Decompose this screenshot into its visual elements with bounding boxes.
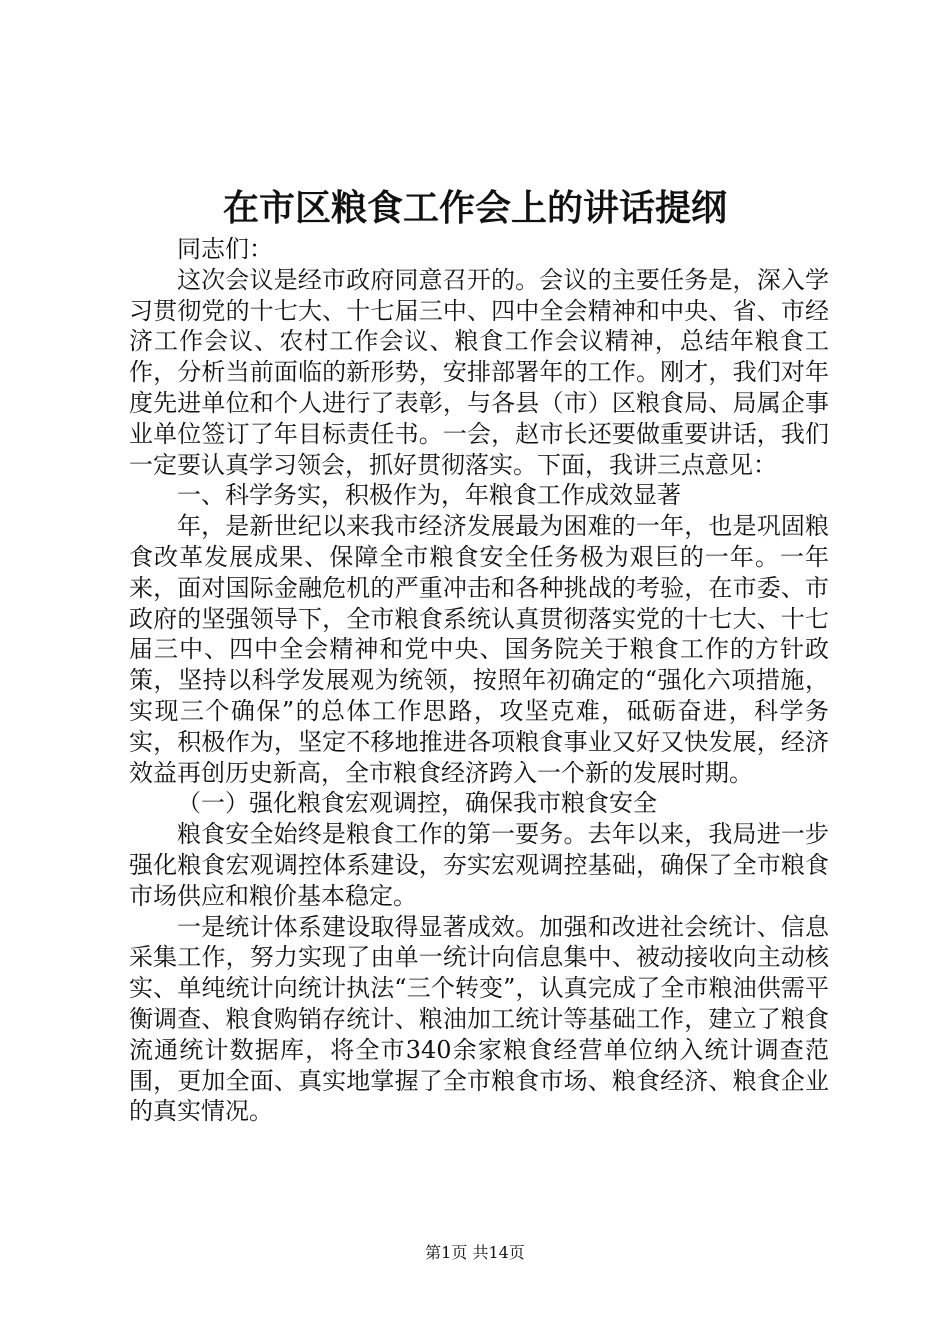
body-paragraph: 粮食安全始终是粮食工作的第一要务。去年以来，我局进一步强化粮食宏观调控体系建设，夯实宏观调控基础，确保了全市粮食市场供应和粮价基本稳定。 — [129, 820, 829, 910]
page-number-footer: 第1页 共14页 — [425, 1243, 525, 1262]
body-paragraph: 一是统计体系建设取得显著成效。加强和改进社会统计、信息采集工作，努力实现了由单一统计向信息集中、被动接收向主动核实、单纯统计向统计执法“三个转变”，认真完成了全市粮油供需平衡调查、粮食购销存统计、粮油加工统计等基础工作，建立了粮食流通统计数据库，将全市340余家粮食经营单位纳入统计调查范围，更加全面、真实地掌握了全市粮食市场、粮食经济、粮食企业的真实情况。 — [129, 912, 829, 1126]
section-heading-1: 一、科学务实，积极作为，年粮食工作成效显著 — [177, 481, 681, 510]
document-title: 在市区粮食工作会上的讲话提纲 — [222, 187, 727, 229]
salutation-paragraph: 同志们： — [177, 235, 273, 263]
subsection-heading-1: （一）强化粮食宏观调控，确保我市粮食安全 — [177, 789, 657, 818]
body-paragraph: 年，是新世纪以来我市经济发展最为困难的一年，也是巩固粮食改革发展成果、保障全市粮食安全任务极为艰巨的一年。一年来，面对国际金融危机的严重冲击和各种挑战的考验，在市委、市政府的坚强领导下，全市粮食系统认真贯彻落实党的十七大、十七届三中、四中全会精神和党中央、国务院关于粮食工作的方针政策，坚持以科学发展观为统领，按照年初确定的“强化六项措施，实现三个确保”的总体工作思路，攻坚克难，砥砺奋进，科学务实，积极作为，坚定不移地推进各项粮食事业又好又快发展，经济效益再创历史新高，全市粮食经济跨入一个新的发展时期。 — [129, 512, 829, 787]
intro-paragraph: 这次会议是经市政府同意召开的。会议的主要任务是，深入学习贯彻党的十七大、十七届三中、四中全会精神和中央、省、市经济工作会议、农村工作会议、粮食工作会议精神，总结年粮食工作，分析当前面临的新形势，安排部署年的工作。刚才，我们对年度先进单位和个人进行了表彰，与各县（市）区粮食局、局属企事业单位签订了年目标责任书。一会，赵市长还要做重要讲话，我们一定要认真学习领会，抓好贯彻落实。下面，我讲三点意见： — [129, 265, 829, 479]
document-body — [129, 234, 829, 1127]
